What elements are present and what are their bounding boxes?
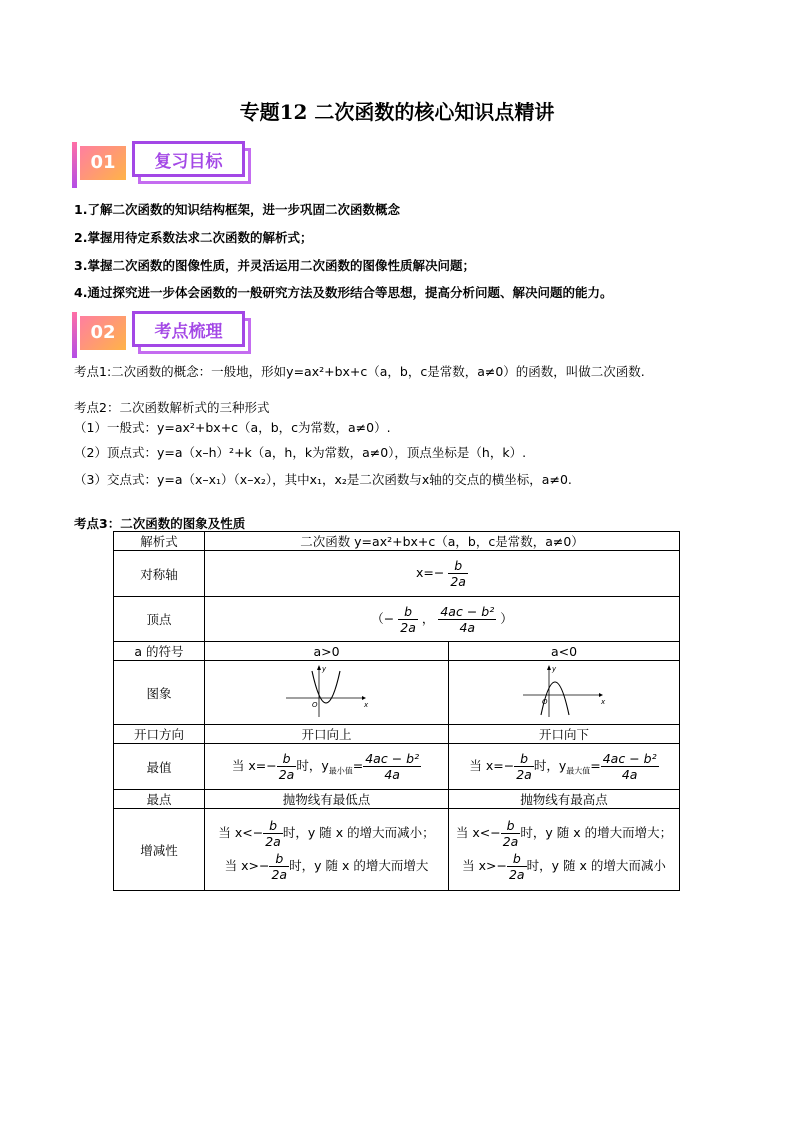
table-row [114, 744, 680, 790]
row-head: 增减性 [114, 809, 205, 891]
row-head: 图象 [114, 661, 205, 725]
fraction: $\frac{b}{2a}$ [502, 817, 519, 849]
open-pos: 开口向上 [205, 725, 449, 744]
badge-bar [72, 142, 77, 188]
table-row [114, 642, 680, 661]
graph-up-cell [205, 661, 449, 725]
fraction: $\frac{\text{4ac − b²}}{4a}$ [365, 751, 420, 782]
sign-neg: a<0 [449, 642, 680, 661]
row-head: 最值 [114, 744, 205, 790]
goal-1: 1.了解二次函数的知识结构框架，进一步巩固二次函数概念 [74, 202, 400, 217]
badge-number: 02 [80, 316, 126, 350]
table-row [114, 597, 680, 642]
table-row [114, 725, 680, 744]
point-1: 考点1:二次函数的概念：一般地，形如y=ax²+bx+c（a，b，c是常数，a≠0）的函数，叫做二次函数. [74, 364, 645, 379]
goal-2: 2.掌握用待定系数法求二次函数的解析式； [74, 230, 313, 245]
graph-down-cell [449, 661, 680, 725]
fraction: $\frac{b}{2a}$ [450, 558, 466, 589]
vertex-cell: （− $\frac{b}{2a}$ ， $\frac{\text{4ac − b²}}{4a}$ ） [205, 597, 680, 642]
extreme-min: 当 x=− $\frac{b}{2a}$ 时，$y_{最小值}=$ $\frac{\text{4ac − b²}}{4a}$ [205, 744, 449, 790]
row-head: 对称轴 [114, 551, 205, 597]
table-row [114, 809, 680, 891]
row-head: a 的符号 [114, 642, 205, 661]
badge-label: 复习目标 [132, 141, 245, 177]
parabola-up-graph [282, 663, 372, 719]
point-2-item-2: （2）顶点式：y=a（x–h）²+k（a，h，k为常数，a≠0），顶点坐标是（h，k）. [74, 445, 527, 460]
fraction: $\frac{b}{2a}$ [271, 850, 288, 882]
fraction: $\frac{b}{2a}$ [265, 817, 281, 849]
svg-text:y: y [321, 665, 326, 673]
open-neg: 开口向下 [449, 725, 680, 744]
table-row [114, 532, 680, 551]
properties-table [113, 531, 680, 891]
point-2-item-1: （1）一般式：y=ax²+bx+c（a，b，c为常数，a≠0）. [74, 420, 391, 435]
mono-pos: 当 x<− $\frac{b}{2a}$ 时，y 随 x 的增大而减小； 当 x>− $\frac{b}{2a}$ 时，y 随 x 的增大而增大 [205, 809, 449, 891]
point-pos: 抛物线有最低点 [205, 790, 449, 809]
badge-number: 01 [80, 146, 126, 180]
fraction: $\frac{b}{2a}$ [400, 603, 416, 635]
fraction: $\frac{b}{2a}$ [516, 751, 532, 782]
point-2-title: 考点2：二次函数解析式的三种形式 [74, 400, 270, 415]
page-title: 专题12 二次函数的核心知识点精讲 [239, 100, 555, 124]
fraction: $\frac{\text{4ac − b²}}{4a}$ [440, 603, 495, 635]
section-badge-review-goals [72, 138, 252, 190]
point-2-item-3: （3）交点式：y=a（x–x₁）（x–x₂），其中x₁，x₂是二次函数与x轴的交点的横坐标，a≠0. [74, 472, 572, 487]
badge-bar [72, 312, 77, 358]
sign-pos: a>0 [205, 642, 449, 661]
row-head: 顶点 [114, 597, 205, 642]
expr-cell: 二次函数 y=ax²+bx+c（a，b，c是常数，a≠0） [205, 532, 680, 551]
fraction: $\frac{b}{2a}$ [508, 850, 525, 882]
section-badge-key-points [72, 308, 252, 360]
row-head: 解析式 [114, 532, 205, 551]
axis-cell: x=− $\frac{b}{2a}$ [205, 551, 680, 597]
fraction: $\frac{b}{2a}$ [278, 751, 295, 782]
extreme-max: 当 x=− $\frac{b}{2a}$ 时，$y_{最大值}=$ $\frac{\text{4ac − b²}}{4a}$ [449, 744, 680, 790]
row-head: 最点 [114, 790, 205, 809]
row-head: 开口方向 [114, 725, 205, 744]
table-row [114, 790, 680, 809]
point-neg: 抛物线有最高点 [449, 790, 680, 809]
badge-label: 考点梳理 [132, 311, 245, 347]
table-row [114, 661, 680, 725]
svg-text:O: O [311, 701, 318, 709]
fraction: $\frac{\text{4ac − b²}}{4a}$ [602, 751, 657, 782]
mono-neg: 当 x<− $\frac{b}{2a}$ 时，y 随 x 的增大而增大； 当 x>− $\frac{b}{2a}$ 时，y 随 x 的增大而减小 [449, 809, 680, 891]
point-3-title: 考点3：二次函数的图象及性质 [74, 516, 246, 531]
goal-3: 3.掌握二次函数的图像性质，并灵活运用二次函数的图像性质解决问题； [74, 258, 475, 273]
table-row [114, 551, 680, 597]
svg-text:x: x [601, 698, 606, 706]
svg-text:O: O [542, 698, 548, 706]
svg-text:x: x [363, 701, 368, 709]
svg-text:y: y [552, 665, 557, 673]
parabola-down-graph [519, 663, 609, 719]
goal-4: 4.通过探究进一步体会函数的一般研究方法及数形结合等思想，提高分析问题、解决问题的能力。 [74, 285, 613, 300]
